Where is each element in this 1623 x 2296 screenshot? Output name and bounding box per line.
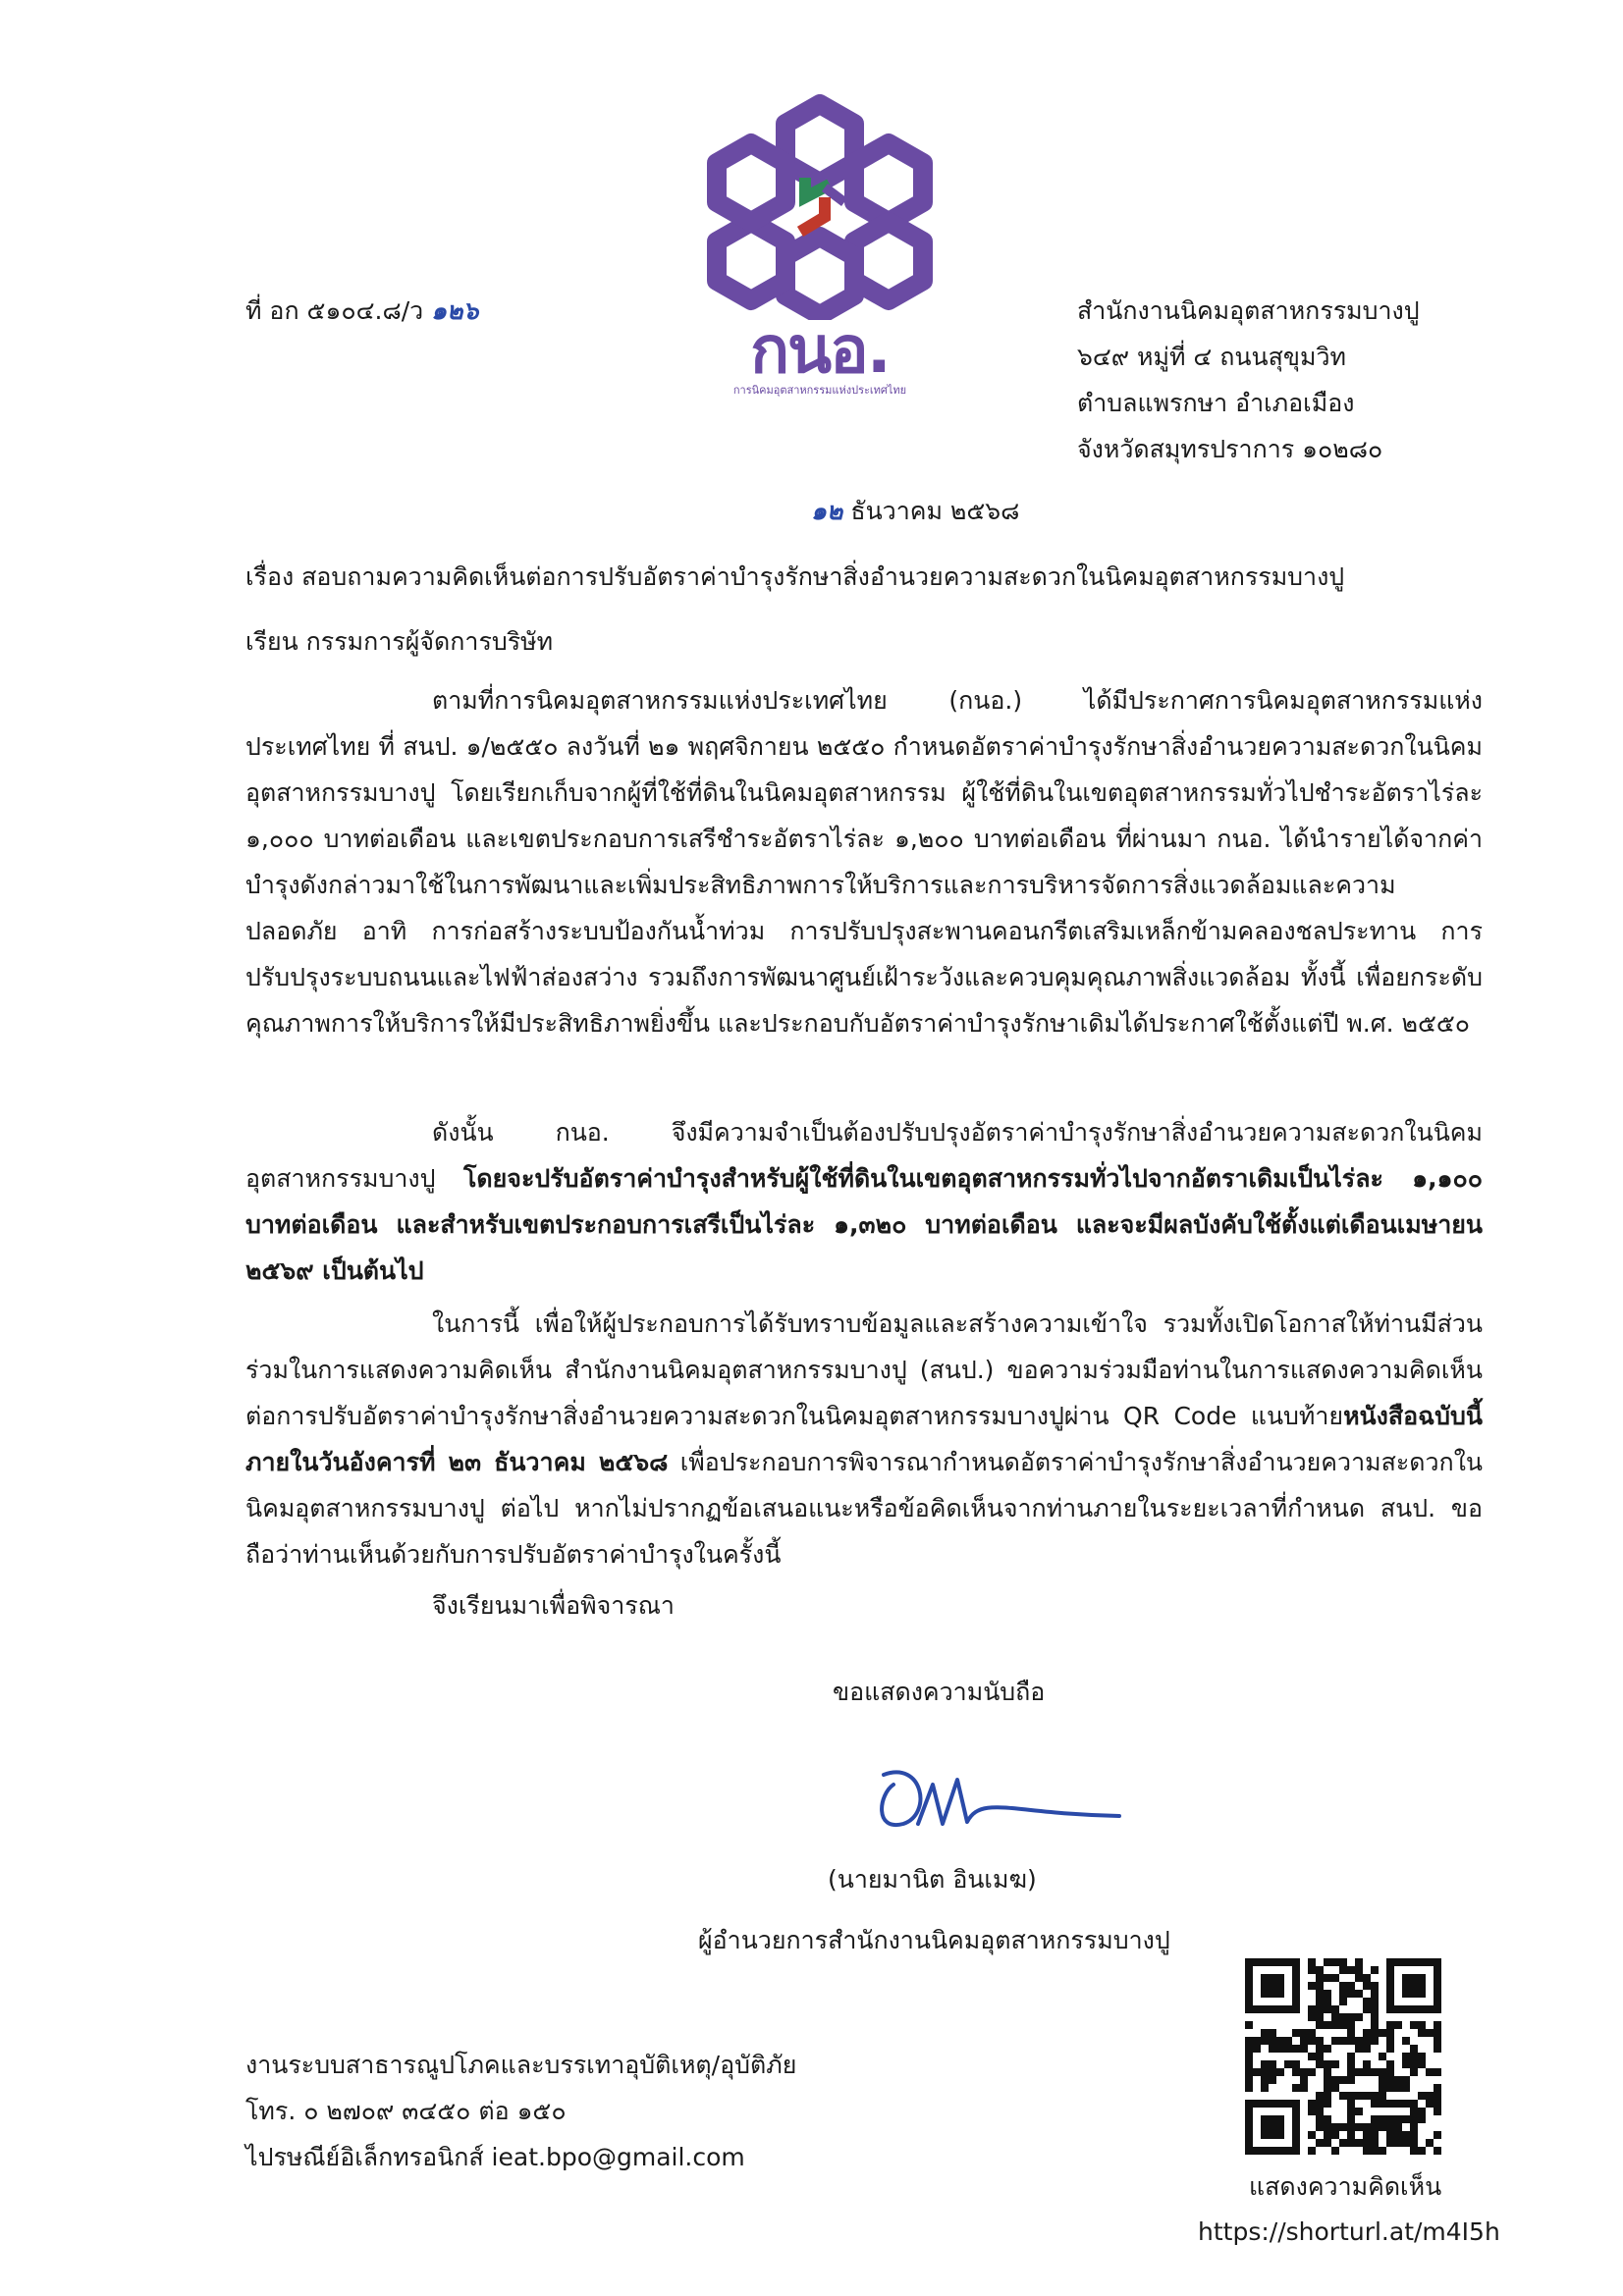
letter-date bbox=[811, 488, 1019, 534]
qr-caption: แสดงความคิดเห็น bbox=[1249, 2172, 1442, 2201]
ieat-logo bbox=[707, 94, 933, 399]
address-line: จังหวัดสมุทรปราการ ๑๐๒๘๐ bbox=[1077, 435, 1383, 463]
paragraph-2-text: ดังนั้น กนอ. จึงมีความจำเป็นต้องปรับปรุงอัตราค่าบำรุงรักษาสิ่งอำนวยความสะดวกในนิคมอุตสาหกรรมบางปู bbox=[245, 1118, 1483, 1193]
sender-address bbox=[1077, 288, 1420, 472]
qr-code-icon[interactable] bbox=[1245, 1958, 1441, 2155]
body-paragraph-3 bbox=[245, 1301, 1483, 1577]
date-month-year: ธันวาคม ๒๕๖๘ bbox=[850, 497, 1020, 525]
address-line: ตำบลแพรกษา อำเภอเมือง bbox=[1077, 389, 1355, 417]
logo-subtitle: การนิคมอุตสาหกรรมแห่งประเทศไทย bbox=[732, 384, 907, 397]
subject-line: เรื่อง สอบถามความคิดเห็นต่อการปรับอัตราค่าบำรุงรักษาสิ่งอำนวยความสะดวกในนิคมอุตสาหกรรมบางปู bbox=[245, 562, 1345, 591]
signatory-name: (นายมานิต อินเมฆ) bbox=[828, 1865, 1037, 1894]
qr-code-graphic bbox=[1245, 1958, 1441, 2155]
handwritten-signature bbox=[864, 1755, 1129, 1847]
contact-email: ไปรษณีย์อิเล็กทรอนิกส์ ieat.bpo@gmail.com bbox=[245, 2143, 745, 2171]
paragraph-2-emphasis: โดยจะปรับอัตราค่าบำรุงสำหรับผู้ใช้ที่ดินในเขตอุตสาหกรรมทั่วไปจากอัตราเดิมเป็นไร่ละ ๑,๑๐๐ บาทต่อเดือน และสำหรับเขตประกอบการเสรีเป็นไร่ละ ๑,๓๒๐ บาทต่อเดือน และจะมีผลบังคับใช้ตั้งแต่เดือนเมษายน ๒๕๖๙ เป็นต้นไป bbox=[245, 1164, 1483, 1285]
reference-number-handwritten: ๑๒๖ bbox=[431, 296, 479, 325]
contact-department: งานระบบสาธารณูปโภคและบรรเทาอุบัติเหตุ/อุบัติภัย bbox=[245, 2051, 797, 2079]
signature-icon bbox=[864, 1755, 1129, 1843]
address-line: สำนักงานนิคมอุตสาหกรรมบางปู bbox=[1077, 296, 1420, 325]
paragraph-1-text: ตามที่การนิคมอุตสาหกรรมแห่งประเทศไทย (กนอ.) ได้มีประกาศการนิคมอุตสาหกรรมแห่งประเทศไทย ที่ สนป. ๑/๒๕๕๐ ลงวันที่ ๒๑ พฤศจิกายน ๒๕๕๐ กำหนดอัตราค่าบำรุงรักษาสิ่งอำนวยความสะดวกในนิคมอุตสาหกรรมบางปู โดยเรียกเก็บจากผู้ที่ใช้ที่ดินในนิคมอุตสาหกรรม ผู้ใช้ที่ดินในเขตอุตสาหกรรมทั่วไปชำระอัตราไร่ละ ๑,๐๐๐ บาทต่อเดือน และเขตประกอบการเสรีชำระอัตราไร่ละ ๑,๒๐๐ บาทต่อเดือน ที่ผ่านมา กนอ. ได้นำรายได้จากค่าบำรุงดังกล่าวมาใช้ในการพัฒนาและเพิ่มประสิทธิภาพการให้บริการและการบริหารจัดการสิ่งแวดล้อมและความปลอดภัย อาทิ การก่อสร้างระบบป้องกันน้ำท่วม การปรับปรุงสะพานคอนกรีตเสริมเหล็กข้ามคลองชลประทาน การปรับปรุงระบบถนนและไฟฟ้าส่องสว่าง รวมถึงการพัฒนาศูนย์เฝ้าระวังและควบคุมคุณภาพสิ่งแวดล้อม ทั้งนี้ เพื่อยกระดับคุณภาพการให้บริการให้มีประสิทธิภาพยิ่งขึ้น และประกอบกับอัตราค่าบำรุงรักษาเดิมได้ประกาศใช้ตั้งแต่ปี พ.ศ. ๒๕๕๐ bbox=[245, 686, 1483, 1038]
reference-number bbox=[245, 288, 478, 334]
body-paragraph-2 bbox=[245, 1109, 1483, 1294]
ieat-hexagon-logo-icon bbox=[707, 94, 933, 320]
complimentary-close: ขอแสดงความนับถือ bbox=[833, 1678, 1046, 1706]
paragraph-3-text-a: ในการนี้ เพื่อให้ผู้ประกอบการได้รับทราบข้อมูลและสร้างความเข้าใจ รวมทั้งเปิดโอกาสให้ท่านมีส่วนร่วมในการแสดงความคิดเห็น สำนักงานนิคมอุตสาหกรรมบางปู (สนป.) ขอความร่วมมือท่านในการแสดงความคิดเห็นต่อการปรับอัตราค่าบำรุงรักษาสิ่งอำนวยความสะดวกในนิคมอุตสาหกรรมบางปูผ่าน QR Code แนบท้าย bbox=[245, 1309, 1483, 1430]
contact-phone: โทร. ๐ ๒๗๐๙ ๓๔๕๐ ต่อ ๑๕๐ bbox=[245, 2097, 567, 2125]
signatory-title: ผู้อำนวยการสำนักงานนิคมอุตสาหกรรมบางปู bbox=[698, 1926, 1170, 1954]
address-line: ๖๔๙ หมู่ที่ ๔ ถนนสุขุมวิท bbox=[1077, 343, 1346, 371]
salutation-line: เรียน กรรมการผู้จัดการบริษัท bbox=[245, 627, 554, 656]
closing-request: จึงเรียนมาเพื่อพิจารณา bbox=[432, 1591, 675, 1620]
reference-number-printed: ที่ อก ๕๑๐๔.๘/ว bbox=[245, 296, 424, 325]
qr-url[interactable]: https://shorturl.at/m4I5h bbox=[1198, 2217, 1500, 2246]
contact-info bbox=[245, 2042, 796, 2180]
body-paragraph-1 bbox=[245, 677, 1483, 1046]
logo-text: กนอ. bbox=[750, 312, 890, 388]
date-day-handwritten: ๑๒ bbox=[811, 497, 843, 525]
paragraph-3-text-b: เพื่อประกอบการพิจารณากำหนดอัตราค่าบำรุงรักษาสิ่งอำนวยความสะดวกในนิคมอุตสาหกรรมบางปู ต่อไป หากไม่ปรากฏข้อเสนอแนะหรือข้อคิดเห็นจากท่านภายในระยะเวลาที่กำหนด สนป. ขอถือว่าท่านเห็นด้วยกับการปรับอัตราค่าบำรุงในครั้งนี้ bbox=[245, 1448, 1483, 1569]
paragraph-3-deadline: หนังสือฉบับนี้ ภายในวันอังคารที่ ๒๓ ธันวาคม ๒๕๖๘ bbox=[245, 1402, 1483, 1476]
